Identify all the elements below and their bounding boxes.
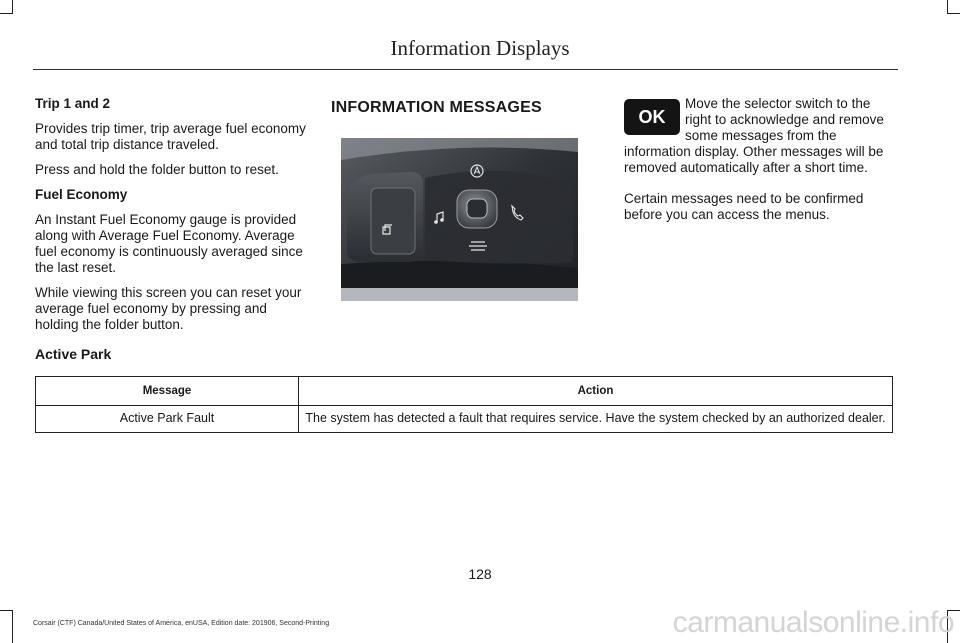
footer-edition-text: Corsair (CTF) Canada/United States of America, enUSA, Edition date: 201906, Second-Printing (33, 620, 330, 627)
crop-mark (0, 610, 13, 611)
crop-mark (0, 13, 13, 14)
action-cell: The system has detected a fault that requires service. Have the system checked by an authorized dealer. (299, 406, 893, 433)
active-park-heading: Active Park (35, 346, 112, 362)
page-number: 128 (468, 566, 492, 582)
column-header-message: Message (36, 377, 299, 406)
crop-mark (947, 0, 948, 14)
active-park-table (35, 376, 893, 433)
trip-heading: Trip 1 and 2 (35, 96, 111, 111)
information-messages-heading: INFORMATION MESSAGES (331, 99, 542, 116)
crop-mark (12, 610, 13, 643)
middle-column (331, 96, 581, 117)
column-header-action: Action (299, 377, 893, 406)
crop-mark (947, 13, 960, 14)
fuel-economy-reset-text: While viewing this screen you can reset your average fuel economy by pressing and holding the folder button. (35, 285, 302, 332)
ok-instruction-text-continued: information display. Other messages will be removed automatically after a short time. (624, 144, 884, 175)
right-column (624, 96, 896, 223)
steering-wheel-controls-image (341, 138, 578, 301)
ok-instruction-text: Move the selector switch to the right to acknowledge and remove some messages from the (685, 96, 884, 143)
crop-mark (12, 0, 13, 14)
fuel-economy-heading: Fuel Economy (35, 187, 128, 202)
fuel-economy-text: An Instant Fuel Economy gauge is provided along with Average Fuel Economy. Average fuel economy is continuously averaged since the last reset. (35, 212, 303, 275)
trip-text: Provides trip timer, trip average fuel economy and total trip distance traveled. (35, 121, 306, 152)
watermark: carmanualsonline.info (672, 606, 954, 639)
page-title: Information Displays (390, 36, 570, 60)
table-row (36, 406, 893, 433)
ok-button-icon: OK (624, 99, 680, 135)
table-header-row (36, 377, 893, 406)
message-cell: Active Park Fault (36, 406, 299, 433)
header-rule (33, 69, 898, 70)
left-column (35, 96, 307, 342)
confirm-text: Certain messages need to be confirmed before you can access the menus. (624, 191, 864, 222)
reset-text: Press and hold the folder button to reset. (35, 162, 279, 177)
